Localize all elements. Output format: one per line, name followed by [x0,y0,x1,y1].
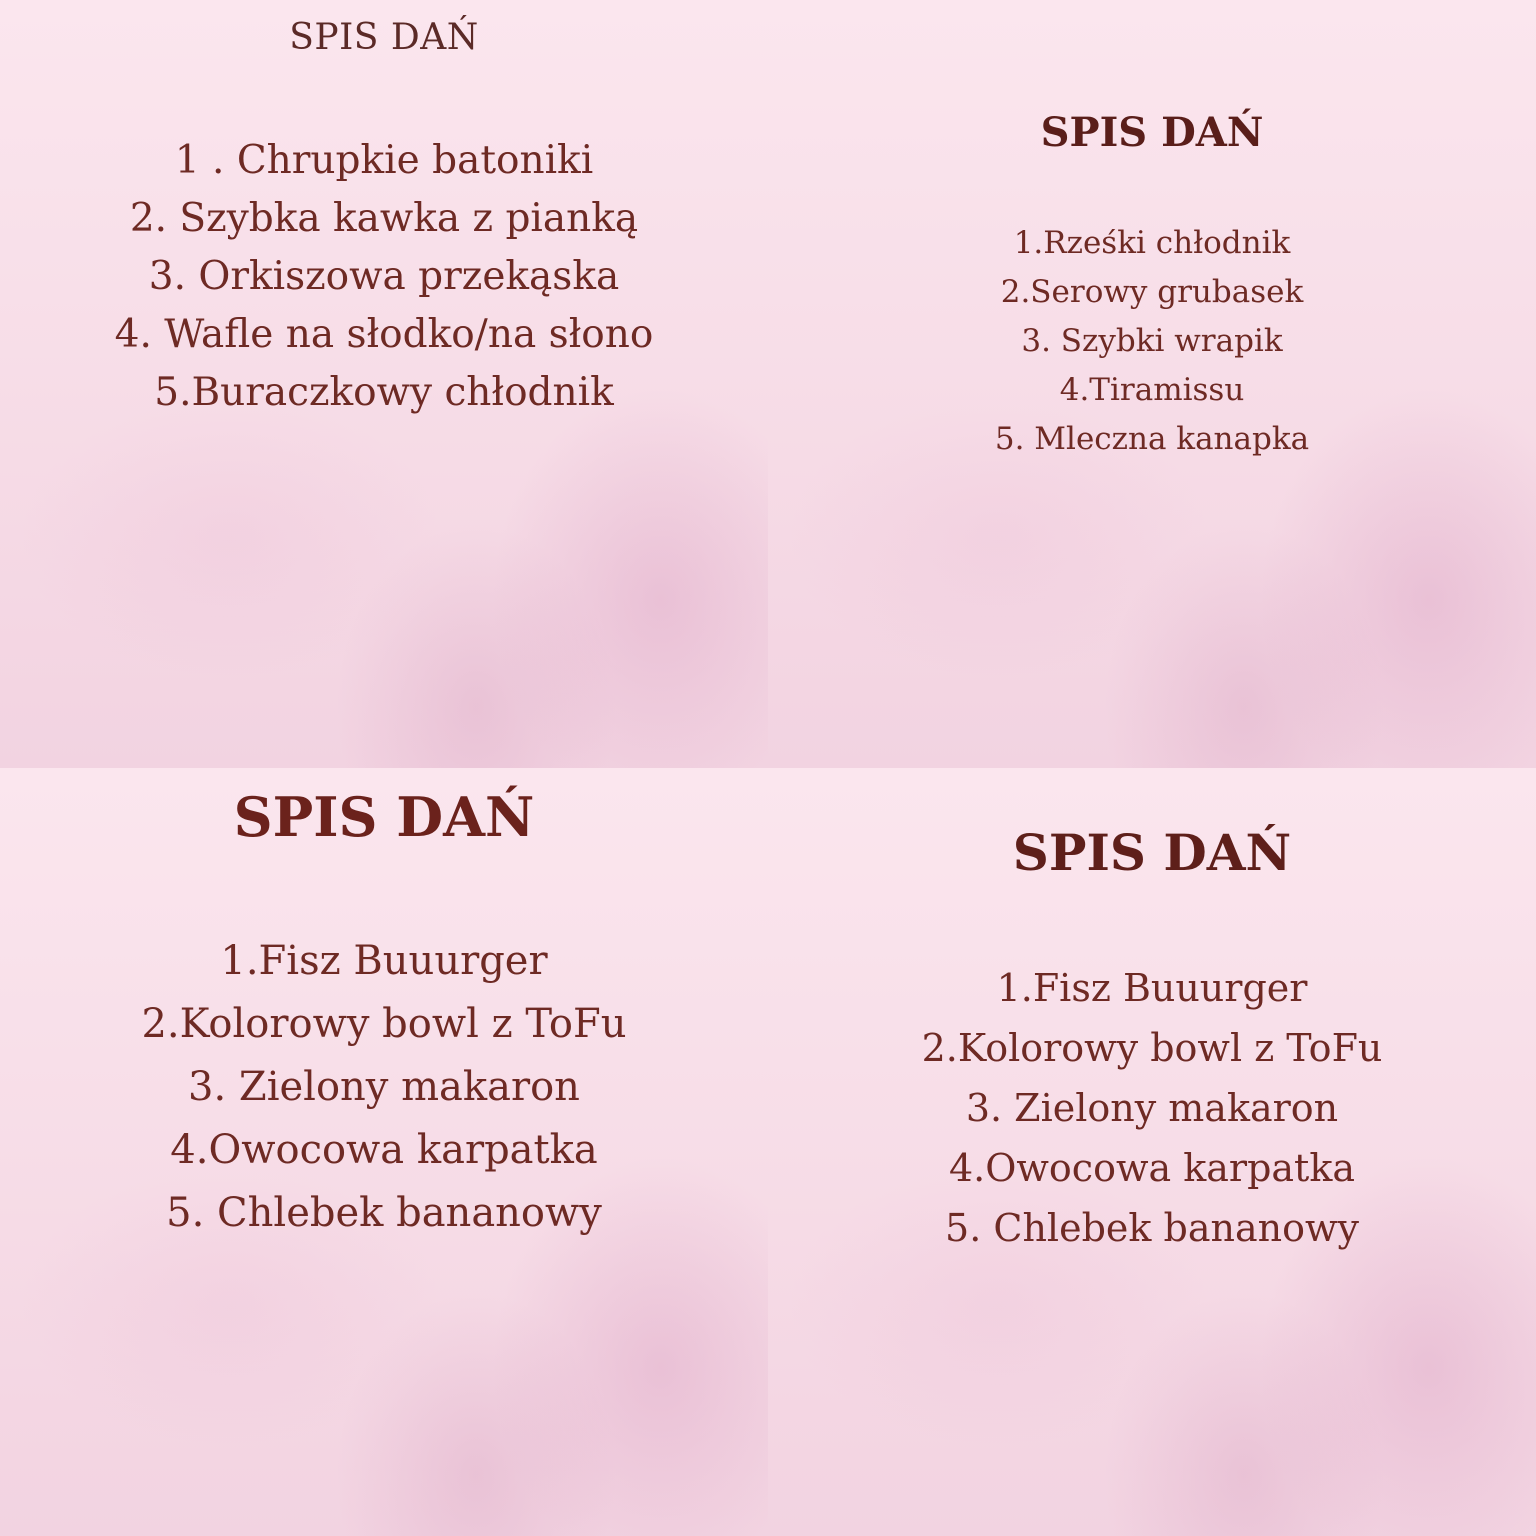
dish-item: 5. Mleczna kanapka [994,421,1310,457]
panel-content [0,17,768,422]
dish-item: 1 . Chrupkie batoniki [174,138,594,183]
dish-list [768,958,1536,1258]
menu-panel-2 [768,0,1536,768]
panel-title: SPIS DAŃ [289,17,479,58]
dish-item: 3. Zielony makaron [965,1086,1339,1130]
dish-item: 1.Fisz Buuurger [220,938,548,984]
dish-item: 3. Orkiszowa przekąska [148,254,620,299]
dish-item: 3. Zielony makaron [188,1064,580,1110]
dish-item: 5. Chlebek bananowy [166,1190,602,1236]
panel-content [0,785,768,1245]
dish-item: 2.Kolorowy bowl z ToFu [921,1026,1383,1070]
dish-item: 3. Szybki wrapik [1021,323,1283,359]
dish-list [768,219,1536,464]
dish-item: 5.Buraczkowy chłodnik [154,370,614,415]
dish-item: 2.Serowy grubasek [1000,274,1304,310]
menu-panel-4 [768,768,1536,1536]
dish-list [0,132,768,422]
dish-item: 1.Fisz Buuurger [996,966,1308,1010]
menu-panel-3 [0,768,768,1536]
dish-item: 2. Szybka kawka z pianką [129,196,639,241]
dish-item: 4.Owocowa karpatka [170,1127,598,1173]
dish-item: 4.Tiramissu [1059,372,1245,408]
dish-item: 5. Chlebek bananowy [945,1206,1359,1250]
dish-item: 1.Rześki chłodnik [1013,225,1291,261]
dish-item: 4.Owocowa karpatka [948,1146,1355,1190]
panel-content [768,109,1536,464]
dish-item: 2.Kolorowy bowl z ToFu [141,1001,627,1047]
panel-title: SPIS DAŃ [233,785,535,849]
dish-item: 4. Wafle na słodko/na słono [114,312,654,357]
menu-panel-1 [0,0,768,768]
panel-content [768,823,1536,1258]
panel-title: SPIS DAŃ [1012,823,1292,882]
dish-list [0,930,768,1245]
panel-title: SPIS DAŃ [1040,109,1264,156]
